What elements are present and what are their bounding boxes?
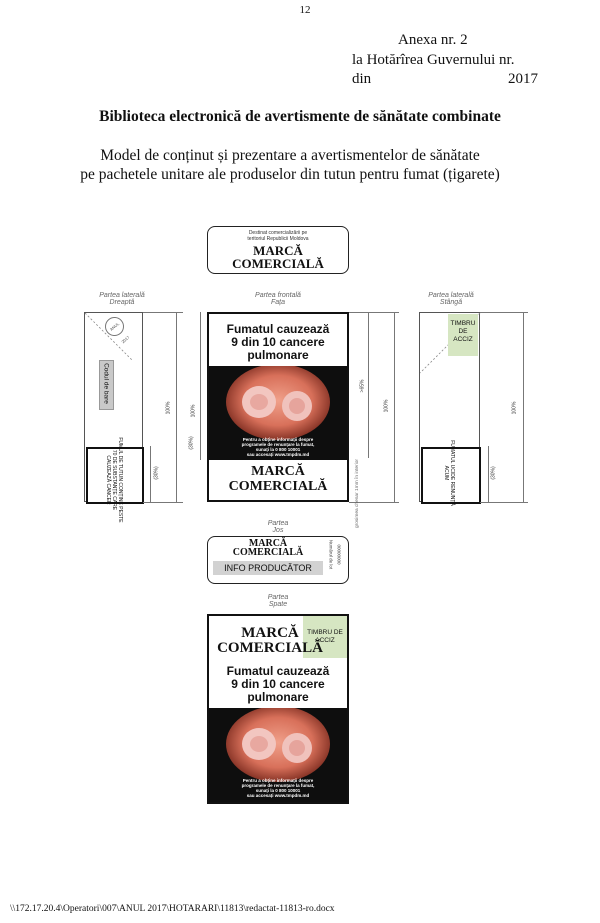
dim-label-front-100-right: 100% xyxy=(383,399,390,413)
dim-label-right-warning-30: (30%) xyxy=(153,466,160,480)
front-warning-line-1: Fumatul cauzează xyxy=(226,322,330,336)
dim-line-left-side-full xyxy=(523,312,524,502)
front-quitline-3: sunați la 0 800 10001 xyxy=(255,447,301,452)
document-title: Biblioteca electronică de avertismente de sănătate combinate xyxy=(99,108,501,125)
left-side-warning-box xyxy=(421,440,481,506)
lot-number-code: 00000000 xyxy=(336,544,342,565)
front-warning-line-2: 9 din 10 cancere xyxy=(231,335,325,349)
right-side-warning-text: FUMUL DE TUTUN CONȚINE PESTE 70 DE SUBSTANȚE CARE CAUZEAZĂ CANCER xyxy=(105,437,123,523)
dim-line-right-side-full xyxy=(176,312,177,502)
left-stamp-line-2: DE xyxy=(458,328,468,335)
left-side-warning-text: FUMATUL UCIDE RENUNȚĂ ACUM xyxy=(443,440,455,506)
label-right-side xyxy=(84,292,160,306)
front-brand-line-2: COMERCIALĂ xyxy=(228,479,328,494)
dim-tick xyxy=(480,502,528,503)
barcode-label: Codul de bare xyxy=(102,363,110,404)
dim-line-front-right-100 xyxy=(394,312,395,502)
dim-label-front-30: (30%) xyxy=(188,436,195,450)
top-brand-line-2: COMERCIALĂ xyxy=(232,256,324,271)
label-left-side-line-2: Stângă xyxy=(439,299,463,306)
back-quitline-4: sau accesați www.tmpdm.md xyxy=(246,793,310,798)
page-number: 12 xyxy=(299,4,311,16)
label-bottom-line-1: Partea xyxy=(267,520,289,527)
back-brand-line-2: COMERCIALĂ xyxy=(217,640,323,656)
label-back-line-1: Partea xyxy=(267,594,289,601)
pack-top-panel xyxy=(207,226,349,274)
pack-right-side-panel xyxy=(84,312,143,523)
dim-line-front-right-65 xyxy=(368,312,369,458)
annex-year: 2017 xyxy=(508,71,538,87)
label-bottom-line-2: Jos xyxy=(272,527,284,534)
dim-label-front-100-left: 100% xyxy=(190,404,197,418)
back-brand-line-1: MARCĂ xyxy=(241,625,299,641)
front-warning-photo xyxy=(209,366,347,460)
dim-label-left-warning-30: (30%) xyxy=(490,466,497,480)
back-quitline-1: Pentru a obține informații despre xyxy=(242,778,314,783)
back-warning-line-3: pulmonare xyxy=(247,690,309,704)
lot-number-label: Numărul de lot xyxy=(328,539,334,570)
front-quitline-2: programele de renunțare la fumat, xyxy=(241,442,315,447)
label-left-side-line-1: Partea laterală xyxy=(428,292,474,299)
bottom-brand-line-2: COMERCIALĂ xyxy=(232,547,304,558)
back-warning-line-1: Fumatul cauzează xyxy=(226,664,330,678)
dim-line-front-left xyxy=(200,312,201,460)
label-front xyxy=(236,292,320,306)
back-warning-photo xyxy=(209,708,347,802)
dim-tick xyxy=(143,312,183,313)
market-notice-line-1: Destinat comercializării pe xyxy=(248,230,308,236)
annex-date-label: din xyxy=(352,71,372,87)
label-front-line-2: Fața xyxy=(270,299,285,306)
back-quitline-2: programele de renunțare la fumat, xyxy=(241,783,315,788)
subtitle-line-2: pe pachetele unitare ale produselor din tutun pentru fumat (țigarete) xyxy=(80,166,500,183)
pack-left-side-panel xyxy=(419,312,480,506)
top-brand-line-1: MARCĂ xyxy=(253,243,303,258)
label-left-side xyxy=(416,292,486,306)
label-bottom xyxy=(246,520,310,534)
dim-label-front-65: >65% xyxy=(359,379,366,393)
left-stamp-line-3: ACCIZ xyxy=(453,336,473,343)
back-stamp-line-1: TIMBRU DE xyxy=(307,629,343,636)
label-back-line-2: Spate xyxy=(268,601,288,608)
annex-decision: la Hotărîrea Guvernului nr. xyxy=(352,52,515,68)
back-warning-line-2: 9 din 10 cancere xyxy=(231,677,325,691)
dim-label-right-side-100: 100% xyxy=(165,401,172,415)
bottom-brand-line-1: MARCĂ xyxy=(248,538,288,549)
pack-bottom-panel xyxy=(207,536,349,584)
label-front-line-1: Partea frontală xyxy=(255,292,301,299)
right-side-warning-box xyxy=(86,437,144,523)
dim-line-right-warning xyxy=(150,446,151,502)
seal-icon: ANUL 2017 xyxy=(101,313,128,340)
dim-tick xyxy=(480,312,528,313)
dim-tick xyxy=(349,312,399,313)
footer-file-path: \\172.17.20.4\Operatori\007\ANUL 2017\HOTARARI\11813\redactat-11813-ro.docx xyxy=(10,904,335,914)
dim-tick xyxy=(143,502,183,503)
back-quitline-3: sunați la 0 800 10001 xyxy=(255,788,301,793)
subtitle-line-1: Model de conținut și prezentare a avertismentelor de sănătate xyxy=(100,147,480,164)
market-notice-line-2: teritoriul Republicii Moldova xyxy=(247,236,309,242)
pack-front-panel xyxy=(207,312,349,502)
barcode-area xyxy=(99,360,114,410)
pack-back-panel xyxy=(207,614,349,804)
dim-line-left-warning xyxy=(488,446,489,502)
left-stamp-line-1: TIMBRU xyxy=(450,320,476,327)
margin-note: grosimea chenar 1mm în interior xyxy=(355,458,361,529)
label-right-side-line-2: Dreaptă xyxy=(109,299,135,306)
left-excise-stamp xyxy=(448,314,478,356)
front-quitline-4: sau accesați www.tmpdm.md xyxy=(246,452,310,457)
label-right-side-line-1: Partea laterală xyxy=(99,292,145,299)
front-quitline-1: Pentru a obține informații despre xyxy=(242,437,314,442)
dim-label-left-side-100: 100% xyxy=(511,401,518,415)
front-warning-line-3: pulmonare xyxy=(247,348,309,362)
back-stamp-line-2: ACCIZ xyxy=(315,637,335,644)
label-back xyxy=(246,594,310,608)
annex-number: Anexa nr. 2 xyxy=(398,32,468,48)
producer-info-box: INFO PRODUCĂTOR xyxy=(213,561,323,575)
front-brand-line-1: MARCĂ xyxy=(251,464,305,479)
